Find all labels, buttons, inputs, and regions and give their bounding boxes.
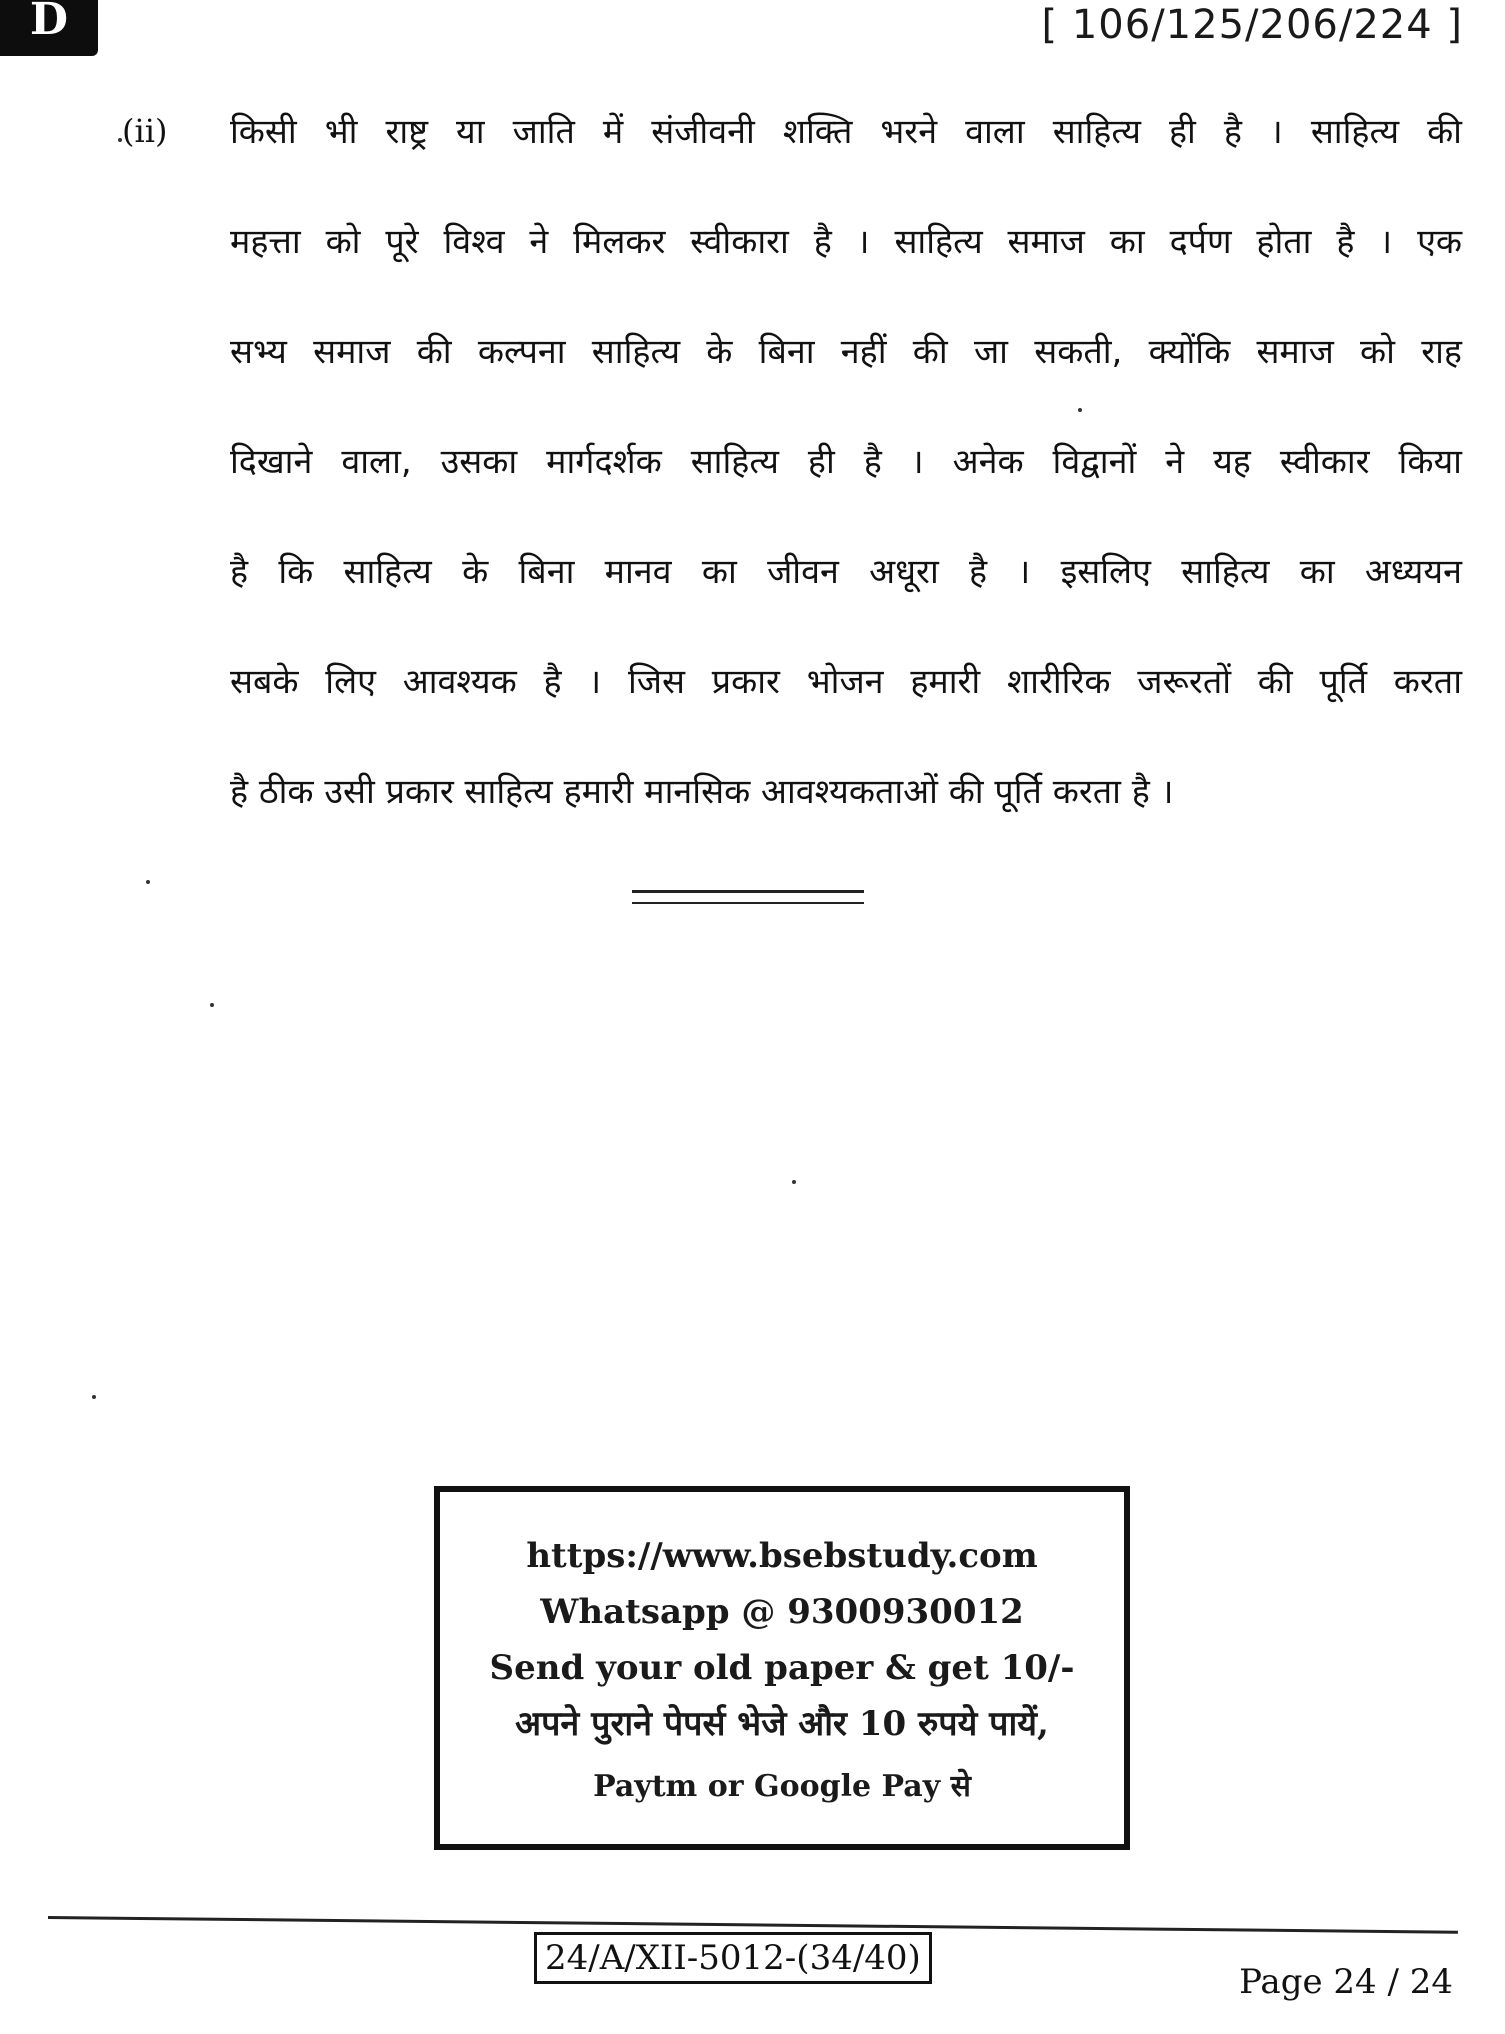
advert-box [434, 1486, 1130, 1850]
passage-line: किसी भी राष्ट्र या जाति में संजीवनी शक्ति भरने वाला साहित्य ही है । साहित्य की [230, 112, 1462, 152]
series-badge: D [0, 0, 98, 56]
passage-line: सबके लिए आवश्यक है । जिस प्रकार भोजन हमारी शारीरिक जरूरतों की पूर्ति करता [230, 662, 1462, 702]
footer-paper-code: 24/A/XII-5012-(34/40) [534, 1932, 932, 1984]
scan-speck [210, 1003, 214, 1007]
paper-codes: [ 106/125/206/224 ] [1041, 2, 1463, 48]
scan-speck [146, 880, 150, 884]
advert-offer-hindi: अपने पुराने पेपर्स भेजे और 10 रुपये पायें, [515, 1704, 1049, 1744]
advert-whatsapp: Whatsapp @ 9300930012 [540, 1592, 1024, 1632]
passage-line: दिखाने वाला, उसका मार्गदर्शक साहित्य ही है । अनेक विद्वानों ने यह स्वीकार किया [230, 442, 1462, 482]
footer-page-number: Page 24 / 24 [1239, 1962, 1453, 2002]
scan-speck [118, 138, 122, 142]
passage-lines [230, 108, 1462, 878]
scan-speck [792, 1180, 796, 1184]
end-of-section-rule [632, 890, 864, 904]
passage-number: (ii) [122, 112, 168, 150]
advert-website: https://www.bsebstudy.com [526, 1536, 1038, 1576]
passage-line: है ठीक उसी प्रकार साहित्य हमारी मानसिक आवश्यकताओं की पूर्ति करता है । [230, 772, 1174, 812]
advert-offer-english: Send your old paper & get 10/- [489, 1648, 1075, 1688]
passage-line: है कि साहित्य के बिना मानव का जीवन अधूरा है । इसलिए साहित्य का अध्ययन [230, 552, 1462, 592]
passage-line: महत्ता को पूरे विश्व ने मिलकर स्वीकारा है । साहित्य समाज का दर्पण होता है । एक [230, 222, 1462, 262]
scan-speck [92, 1395, 96, 1399]
passage-line: सभ्य समाज की कल्पना साहित्य के बिना नहीं की जा सकती, क्योंकि समाज को राह [230, 332, 1462, 372]
scan-speck [1078, 408, 1082, 412]
advert-payment: Paytm or Google Pay से [593, 1769, 971, 1804]
